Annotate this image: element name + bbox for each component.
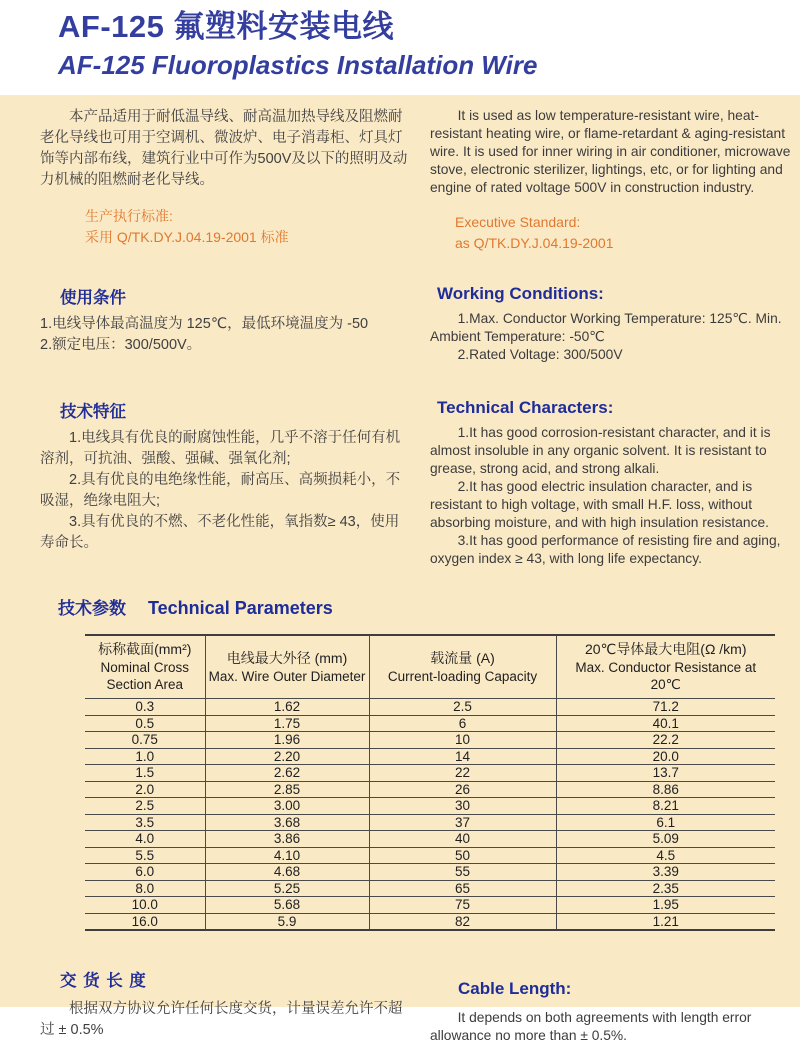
table-cell: 1.62 bbox=[205, 699, 369, 716]
table-cell: 71.2 bbox=[556, 699, 775, 716]
working-conditions-item: 2.额定电压：300/500V。 bbox=[40, 337, 202, 353]
technical-characters-item: 3.It has good performance of resisting fire and aging, oxygen index ≥ 43, with long life expectancy. bbox=[430, 533, 781, 566]
cable-length-text-en: It depends on both agreements with length error allowance no more than ± 0.5%. bbox=[430, 1009, 752, 1043]
table-cell: 65 bbox=[369, 880, 556, 897]
table-cell: 2.85 bbox=[205, 781, 369, 798]
technical-parameters-table bbox=[85, 634, 775, 931]
intro-column-en bbox=[430, 107, 792, 254]
technical-characters-item: 1.It has good corrosion-resistant character, and it is almost insoluble in any organic solvent. It is resistant to grease, strong acid, and strong alkali. bbox=[430, 425, 771, 476]
column-header-zh: 电线最大外径 (mm) bbox=[226, 649, 348, 666]
table-row bbox=[85, 897, 775, 914]
page-title-en: AF-125 Fluoroplastics Installation Wire bbox=[58, 50, 538, 81]
table-row bbox=[85, 847, 775, 864]
table-header-row bbox=[85, 635, 775, 699]
table-cell: 6.1 bbox=[556, 814, 775, 831]
page-title-zh: AF-125 氟塑料安装电线 bbox=[58, 9, 394, 44]
technical-characters-item: 2.具有优良的电绝缘性能，耐高压、高频损耗小，不吸湿，绝缘电阻大; bbox=[40, 472, 401, 509]
masthead bbox=[0, 0, 800, 95]
executive-standard-zh bbox=[40, 206, 412, 248]
standard-value-zh: 采用 Q/TK.DY.J.04.19-2001 标准 bbox=[85, 229, 289, 245]
cable-length-title-en: Cable Length: bbox=[458, 978, 572, 998]
table-row bbox=[85, 699, 775, 716]
table-cell: 6.0 bbox=[85, 864, 205, 881]
working-conditions-zh bbox=[40, 284, 412, 364]
table-cell: 4.0 bbox=[85, 831, 205, 848]
technical-parameters-title-en: Technical Parameters bbox=[148, 598, 333, 618]
table-cell: 10 bbox=[369, 732, 556, 749]
column-header-zh: 载流量 (A) bbox=[430, 649, 495, 666]
table-header bbox=[85, 635, 775, 699]
technical-characters-section bbox=[0, 398, 800, 568]
table-cell: 4.5 bbox=[556, 847, 775, 864]
column-header-en: Max. Wire Outer Diameter bbox=[208, 668, 366, 684]
technical-parameters-title-zh: 技术参数 bbox=[58, 599, 126, 618]
table-cell: 3.68 bbox=[205, 814, 369, 831]
table-cell: 75 bbox=[369, 897, 556, 914]
working-conditions-title-zh: 使用条件 bbox=[60, 289, 126, 307]
table-cell: 0.3 bbox=[85, 699, 205, 716]
table-cell: 2.0 bbox=[85, 781, 205, 798]
table-cell: 5.68 bbox=[205, 897, 369, 914]
technical-characters-zh bbox=[40, 398, 412, 568]
table-cell: 6 bbox=[369, 715, 556, 732]
table-cell: 8.0 bbox=[85, 880, 205, 897]
cable-length-text-zh: 根据双方协议允许任何长度交货，计量误差允许不超过 ± 0.5% bbox=[40, 1000, 403, 1038]
column-header-outer-diameter bbox=[205, 635, 369, 699]
working-conditions-section bbox=[0, 284, 800, 364]
table-cell: 2.5 bbox=[85, 798, 205, 815]
technical-characters-en bbox=[430, 398, 792, 568]
table-cell: 16.0 bbox=[131, 913, 158, 929]
column-header-max-resistance bbox=[556, 635, 775, 699]
working-conditions-item: 1.电线导体最高温度为 125℃，最低环境温度为 -50 bbox=[40, 316, 369, 332]
table-cell: 37 bbox=[369, 814, 556, 831]
table-cell: 8.21 bbox=[556, 798, 775, 815]
column-header-zh: 标称截面(mm²) bbox=[98, 641, 192, 657]
table-row bbox=[85, 732, 775, 749]
technical-parameters-heading bbox=[0, 594, 800, 619]
table-cell: 1.21 bbox=[556, 913, 775, 930]
intro-column-zh bbox=[40, 107, 412, 254]
content-panel bbox=[0, 95, 800, 1043]
table-row bbox=[85, 781, 775, 798]
table-cell: 8.86 bbox=[556, 781, 775, 798]
table-cell: 3.86 bbox=[205, 831, 369, 848]
intro-paragraph-zh: 本产品适用于耐低温导线、耐高温加热导线及阻燃耐老化导线也可用于空调机、微波炉、电子消毒柜、灯具灯饰等内部布线，建筑行业中可作为500V及以下的照明及动力机械的阻燃耐老化导线。 bbox=[40, 109, 408, 188]
table-cell: 0.75 bbox=[85, 732, 205, 749]
table-cell: 10.0 bbox=[85, 897, 205, 914]
table-cell: 22 bbox=[369, 765, 556, 782]
cable-length-title-zh: 交货长度 bbox=[60, 971, 153, 990]
table-cell: 3.00 bbox=[205, 798, 369, 815]
standard-label-en: Executive Standard: bbox=[455, 214, 581, 230]
table-cell: 2.35 bbox=[556, 880, 775, 897]
technical-characters-title-zh: 技术特征 bbox=[60, 403, 126, 421]
table-cell: 5.9 bbox=[205, 913, 369, 930]
cable-length-section bbox=[0, 967, 800, 1045]
cable-length-zh bbox=[40, 967, 412, 1045]
table-cell: 1.95 bbox=[556, 897, 775, 914]
technical-characters-item: 3.具有优良的不燃、不老化性能，氧指数≥ 43，使用寿命长。 bbox=[40, 514, 400, 551]
table-cell: 14 bbox=[369, 748, 556, 765]
column-header-en: Nominal Cross Section Area bbox=[100, 660, 190, 692]
column-header-cross-section bbox=[85, 635, 205, 699]
parameters-table-body bbox=[85, 699, 775, 930]
table-cell: 30 bbox=[369, 798, 556, 815]
standard-label-zh: 生产执行标准: bbox=[85, 208, 173, 224]
working-conditions-item: 1.Max. Conductor Working Temperature: 125℃. Min. Ambient Temperature: -50℃ bbox=[430, 311, 782, 344]
working-conditions-item: 2.Rated Voltage: 300/500V bbox=[457, 347, 623, 362]
table-cell: 40 bbox=[369, 831, 556, 848]
table-row bbox=[85, 715, 775, 732]
working-conditions-title-en: Working Conditions: bbox=[437, 284, 604, 303]
technical-characters-title-en: Technical Characters: bbox=[437, 398, 614, 417]
column-header-zh: 20℃导体最大电阻(Ω /km) bbox=[584, 641, 747, 657]
table-cell: 50 bbox=[369, 847, 556, 864]
column-header-current-capacity bbox=[369, 635, 556, 699]
intro-paragraph-en: It is used as low temperature-resistant wire, heat-resistant heating wire, or flame-retardant & aging-resistant wire. It is used for inner wiring in air conditioner, microwave stove, electronic sterilizer, lightings, etc, or for lighting and engine of rated voltage 500V in construction industry. bbox=[430, 108, 791, 195]
table-cell: 2.5 bbox=[369, 699, 556, 716]
table-cell: 1.75 bbox=[205, 715, 369, 732]
table-row bbox=[85, 864, 775, 881]
table-cell: 82 bbox=[369, 913, 556, 930]
table-cell: 5.09 bbox=[556, 831, 775, 848]
table-cell: 5.5 bbox=[85, 847, 205, 864]
column-header-en: Max. Conductor Resistance at 20℃ bbox=[575, 660, 757, 692]
table-cell: 26 bbox=[369, 781, 556, 798]
table-cell: 3.5 bbox=[85, 814, 205, 831]
table-row bbox=[85, 831, 775, 848]
table-cell: 2.20 bbox=[205, 748, 369, 765]
table-cell: 4.10 bbox=[205, 847, 369, 864]
table-row bbox=[85, 765, 775, 782]
intro-section bbox=[0, 107, 800, 254]
table-cell: 22.2 bbox=[556, 732, 775, 749]
table-cell: 55 bbox=[369, 864, 556, 881]
technical-characters-item: 1.电线具有优良的耐腐蚀性能，几乎不溶于任何有机溶剂，可抗油、强酸、强碱、强氧化剂; bbox=[40, 430, 401, 467]
table-row bbox=[85, 880, 775, 897]
table-cell: 2.62 bbox=[205, 765, 369, 782]
table-row bbox=[85, 814, 775, 831]
table-cell: 0.5 bbox=[85, 715, 205, 732]
table-cell: 5.25 bbox=[205, 880, 369, 897]
table-cell: 3.39 bbox=[556, 864, 775, 881]
table-cell: 1.5 bbox=[85, 765, 205, 782]
table-row bbox=[85, 798, 775, 815]
table-cell: 1.0 bbox=[85, 748, 205, 765]
table-cell: 13.7 bbox=[556, 765, 775, 782]
working-conditions-en bbox=[430, 284, 792, 364]
table-row bbox=[85, 748, 775, 765]
standard-value-en: as Q/TK.DY.J.04.19-2001 bbox=[455, 235, 614, 251]
table-cell: 40.1 bbox=[556, 715, 775, 732]
executive-standard-en bbox=[430, 212, 792, 254]
technical-characters-item: 2.It has good electric insulation character, and is resistant to high voltage, with small H.F. loss, without absorbing moisture, and with high insulation resistance. bbox=[430, 479, 769, 530]
table-row bbox=[85, 913, 775, 930]
table-cell: 1.96 bbox=[205, 732, 369, 749]
table-cell: 4.68 bbox=[205, 864, 369, 881]
table-cell: 20.0 bbox=[556, 748, 775, 765]
column-header-en: Current-loading Capacity bbox=[387, 668, 538, 684]
cable-length-en bbox=[430, 967, 792, 1045]
